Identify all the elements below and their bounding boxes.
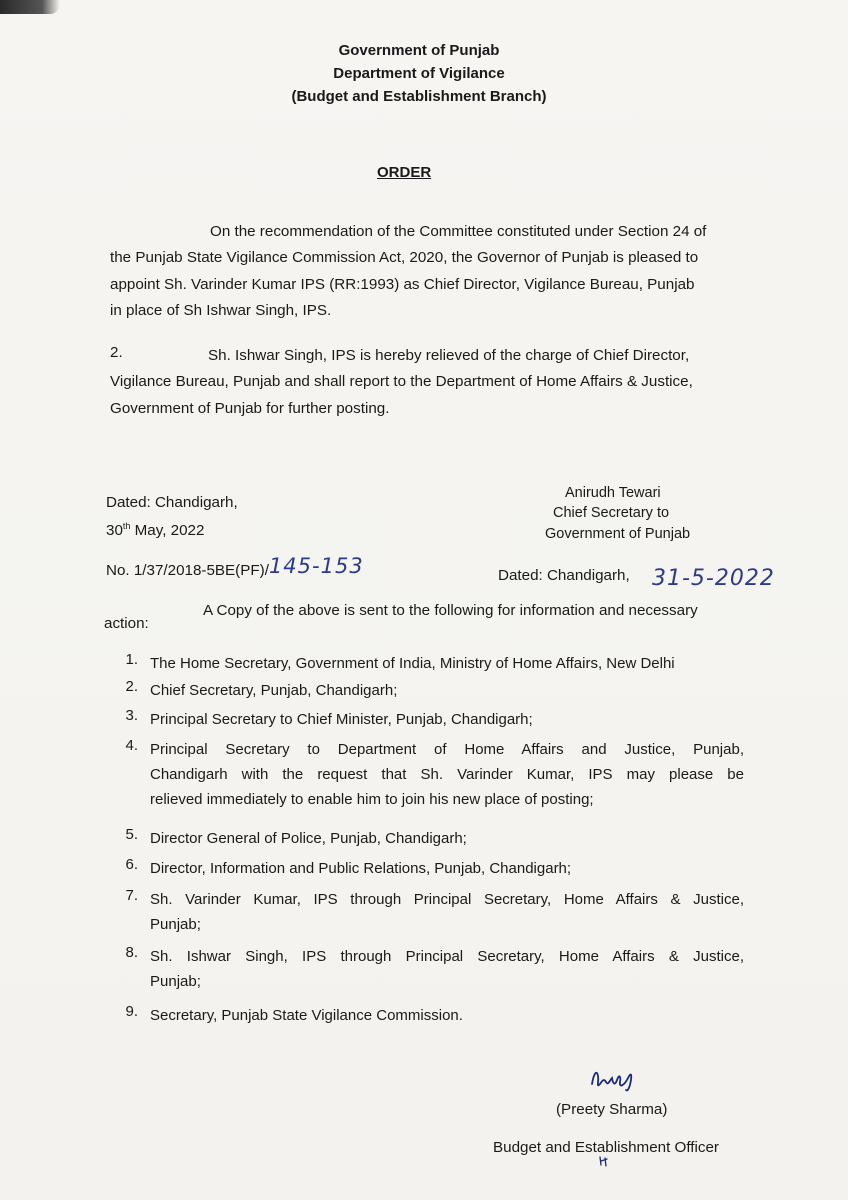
list-item-number: 6. [125,856,138,873]
list-item-number: 2. [125,678,138,695]
list-item-text: Principal Secretary to Chief Minister, Punjab, Chandigarh; [150,711,533,728]
list-item-line: Punjab; [150,916,201,933]
list-item-line: Punjab; [150,973,201,990]
list-item-text: Director, Information and Public Relations, Punjab, Chandigarh; [150,860,572,877]
list-item-line: Chandigarh with the request that Sh. Varinder Kumar, IPS may please be [150,766,744,783]
dated-date [106,513,204,544]
list-item-text: Chief Secretary, Punjab, Chandigarh; [150,682,398,699]
order-title: ORDER [377,164,432,181]
list-item-line: relieved immediately to enable him to join his new place of posting; [150,791,594,808]
para2-line1: Sh. Ishwar Singh, IPS is hereby relieved of the charge of Chief Director, [208,347,690,364]
header-government: Government of Punjab [338,42,500,59]
para1-line4: in place of Sh Ishwar Singh, IPS. [110,302,332,319]
initial-mark [598,1155,612,1167]
list-item-number: 4. [125,737,138,754]
scan-edge-shadow [0,0,60,14]
closing-name: (Preety Sharma) [556,1101,668,1118]
header-department: Department of Vigilance [333,65,505,82]
endorsement-number-handwritten: 145-153 [268,554,364,578]
endorsement-number-label: No. 1/37/2018-5BE(PF)/ [106,562,269,579]
para2-line3: Government of Punjab for further posting. [110,400,390,417]
list-item-number: 5. [125,826,138,843]
closing-designation: Budget and Establishment Officer [493,1139,719,1156]
list-item-text: The Home Secretary, Government of India, Ministry of Home Affairs, New Delhi [150,655,675,672]
list-item-text [150,887,744,937]
signatory-org: Government of Punjab [545,526,691,542]
handwritten-signature [588,1066,638,1094]
dated-place: Dated: Chandigarh, [106,494,238,511]
list-item-number: 1. [125,651,138,668]
list-item-line: Sh. Varinder Kumar, IPS through Principal Secretary, Home Affairs & Justice, [150,891,744,908]
list-item-text: Secretary, Punjab State Vigilance Commission. [150,1007,463,1024]
para1-line2: the Punjab State Vigilance Commission Act, 2020, the Governor of Punjab is pleased to [110,249,699,266]
para1-line1: On the recommendation of the Committee constituted under Section 24 of [210,223,707,240]
list-item-text: Director General of Police, Punjab, Chandigarh; [150,830,467,847]
signatory-name: Anirudh Tewari [565,485,661,501]
header-branch: (Budget and Establishment Branch) [291,88,547,105]
list-item-number: 3. [125,707,138,724]
dated-day: 30 [106,522,123,540]
dated-day-suffix: th [122,521,131,531]
para2-line2: Vigilance Bureau, Punjab and shall report to the Department of Home Affairs & Justice, [110,373,693,390]
signatory-designation: Chief Secretary to [553,505,670,521]
para1-line3: appoint Sh. Varinder Kumar IPS (RR:1993) as Chief Director, Vigilance Bureau, Punjab [110,276,695,293]
list-item-number: 7. [125,887,138,904]
endorsement-number [106,555,364,584]
list-item-text [150,944,744,994]
list-item-number: 9. [125,1003,138,1020]
list-item-text [150,737,744,812]
endorsement-date-handwritten: 31-5-2022 [652,566,775,591]
list-item-number: 8. [125,944,138,961]
dated-month-year: May, 2022 [134,522,205,540]
endorsement-dated-label: Dated: Chandigarh, [498,567,630,584]
list-item-line: Principal Secretary to Department of Home Affairs and Justice, Punjab, [150,741,744,758]
list-item-line: Sh. Ishwar Singh, IPS through Principal Secretary, Home Affairs & Justice, [150,948,744,965]
para2-number: 2. [110,344,123,361]
copy-line2: action: [104,615,149,632]
copy-line1: A Copy of the above is sent to the following for information and necessary [203,602,698,619]
